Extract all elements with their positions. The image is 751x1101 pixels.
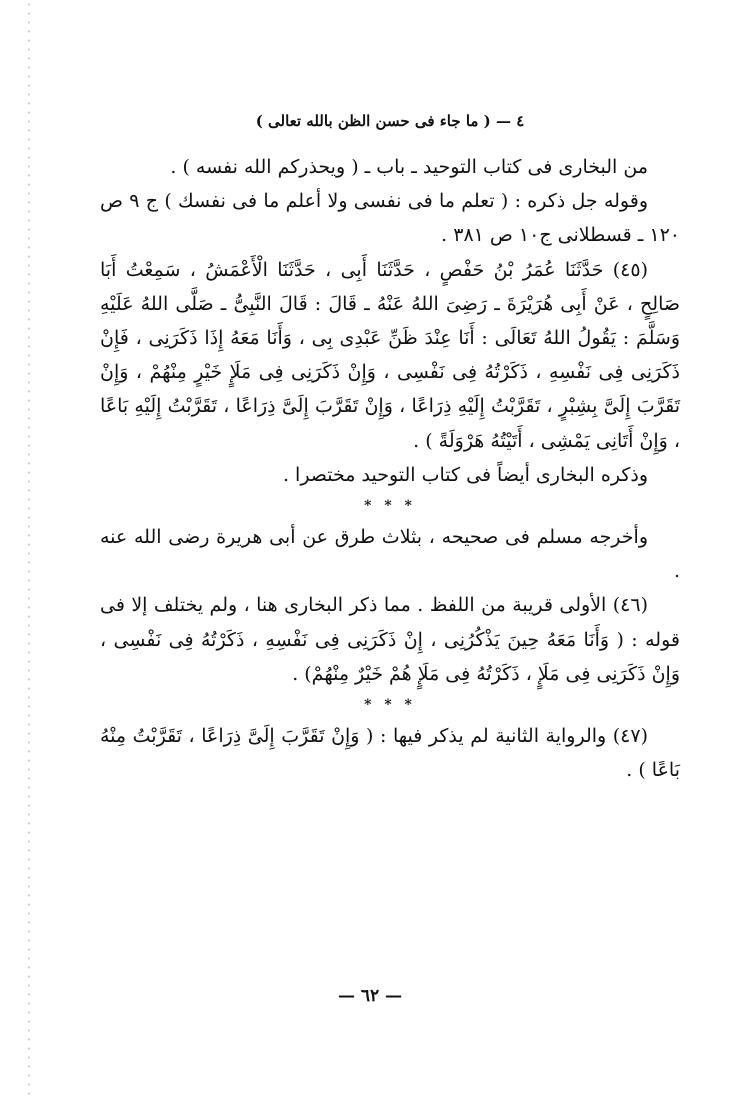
paragraph-hadith-45: (٤٥) حَدَّثَنَا عُمَرُ بْنُ حَفْصٍ ، حَدَّثَنَا أَبِى ، حَدَّثَنَا الْأَعْمَشُ ، سَمِعْتُ أَبَا صَالِحٍ ، عَنْ أَبِى هُرَيْرَةَ ـ رَضِىَ اللهُ عَنْهُ ـ قَالَ : قَالَ النَّبِىُّ ـ صَلَّى اللهُ عَلَيْهِ وَسَلَّمَ : يَقُولُ اللهُ تَعَالَى : أَنَا عِنْدَ ظَنِّ عَبْدِى بِى ، وَأَنَا مَعَهُ إِذَا ذَكَرَنِى ، فَإِنْ ذَكَرَنِى فِى نَفْسِهِ ، ذَكَرْتُهُ فِى نَفْسِى ، وَإِنْ ذَكَرَنِى فِى مَلَإٍ خَيْرٍ مِنْهُمْ ، وَإِنْ تَقَرَّبَ إِلَىَّ بِشِبْرٍ ، تَقَرَّبْتُ إِلَيْهِ ذِرَاعًا ، وَإِنْ تَقَرَّبَ إِلَىَّ ذِرَاعًا ، تَقَرَّبْتُ إِلَيْهِ بَاعًا ، وَإِنْ أَتَانِى يَمْشِى ، أَتَيْتُهُ هَرْوَلَةً ) .: [100, 258, 680, 452]
section-divider-stars-2: * * *: [364, 697, 416, 714]
paragraph-bukhari-intro: من البخارى فى كتاب التوحيد ـ باب ـ ( ويحذركم الله نفسه ) .: [170, 156, 648, 178]
running-head: ٤ — ( ما جاء فى حسن الظن بالله تعالى ): [255, 112, 525, 130]
paragraph-hadith-47: (٤٧) والرواية الثانية لم يذكر فيها : ( وَإِنْ تَقَرَّبَ إِلَىَّ ذِرَاعًا ، تَقَرَّبْتُ مِنْهُ بَاعًا ) .: [100, 725, 680, 782]
paragraph-muslim-narration: وأخرجه مسلم فى صحيحه ، بثلاث طرق عن أبى هريرة رضى الله عنه .: [100, 526, 680, 583]
paragraph-bukhari-abridged: وذكره البخارى أيضاً فى كتاب التوحيد مختصرا .: [282, 463, 648, 486]
margin-scan-dots: [28, 0, 30, 1101]
section-divider-stars: * * *: [364, 498, 416, 515]
page-number: — ٦٢ —: [337, 986, 403, 1006]
page-body: [100, 150, 680, 787]
paragraph-hadith-46: (٤٦) الأولى قريبة من اللفظ . مما ذكر البخارى هنا ، ولم يختلف إلا فى قوله : ( وَأَنَا مَعَهُ حِينَ يَذْكُرُنِى ، إِنْ ذَكَرَنِى فِى نَفْسِهِ ، ذَكَرْتُهُ فِى نَفْسِى ، وَإِنْ ذَكَرَنِى فِى مَلَإٍ ، ذَكَرْتُهُ فِى مَلَإٍ هُمْ خَيْرٌ مِنْهُمْ) .: [100, 594, 680, 685]
paragraph-quran-citation: وقوله جل ذكره : ( تعلم ما فى نفسى ولا أعلم ما فى نفسك ) ج ٩ ص ١٢٠ ـ قسطلانى ج١٠ ص ٣٨١ .: [100, 190, 680, 247]
